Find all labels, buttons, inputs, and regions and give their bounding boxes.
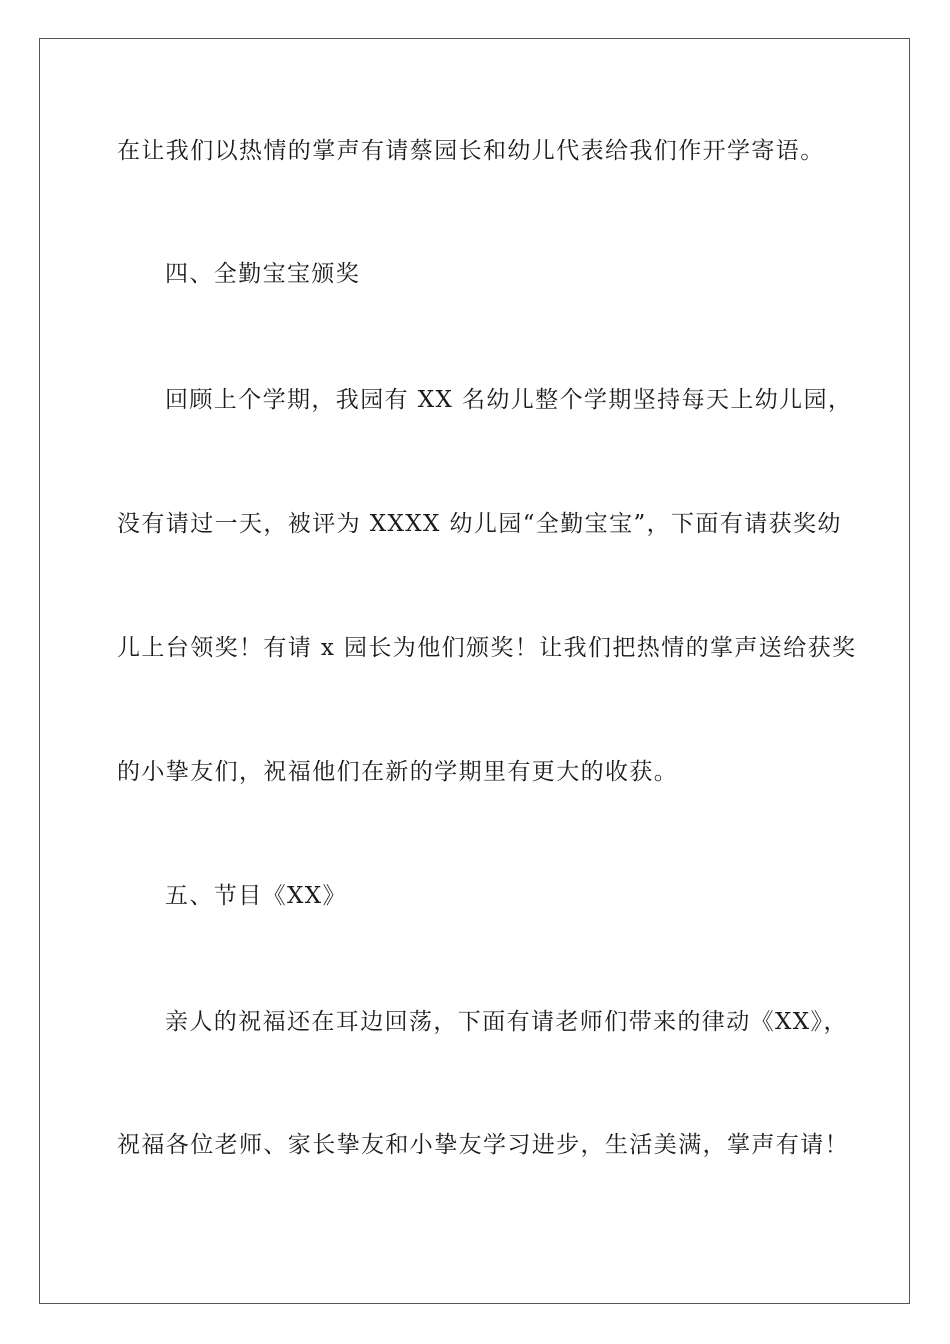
paragraph-line: 没有请过一天，被评为 XXXX 幼儿园“全勤宝宝”，下面有请获奖幼 xyxy=(117,511,842,537)
section-heading: 五、节目《XX》 xyxy=(165,883,347,909)
paragraph-line: 祝福各位老师、家长挚友和小挚友学习进步，生活美满，掌声有请！ xyxy=(117,1132,849,1158)
paragraph-line: 在让我们以热情的掌声有请蔡园长和幼儿代表给我们作开学寄语。 xyxy=(117,138,825,164)
section-heading: 四、全勤宝宝颁奖 xyxy=(165,261,361,287)
paragraph-line: 亲人的祝福还在耳边回荡，下面有请老师们带来的律动《XX》， xyxy=(165,1009,848,1035)
paragraph-line: 儿上台领奖！有请 x 园长为他们颁奖！让我们把热情的掌声送给获奖 xyxy=(117,635,857,661)
page-border xyxy=(39,38,910,1304)
paragraph-line: 的小挚友们，祝福他们在新的学期里有更大的收获。 xyxy=(117,759,679,785)
paragraph-line: 回顾上个学期，我园有 XX 名幼儿整个学期坚持每天上幼儿园， xyxy=(165,387,853,413)
